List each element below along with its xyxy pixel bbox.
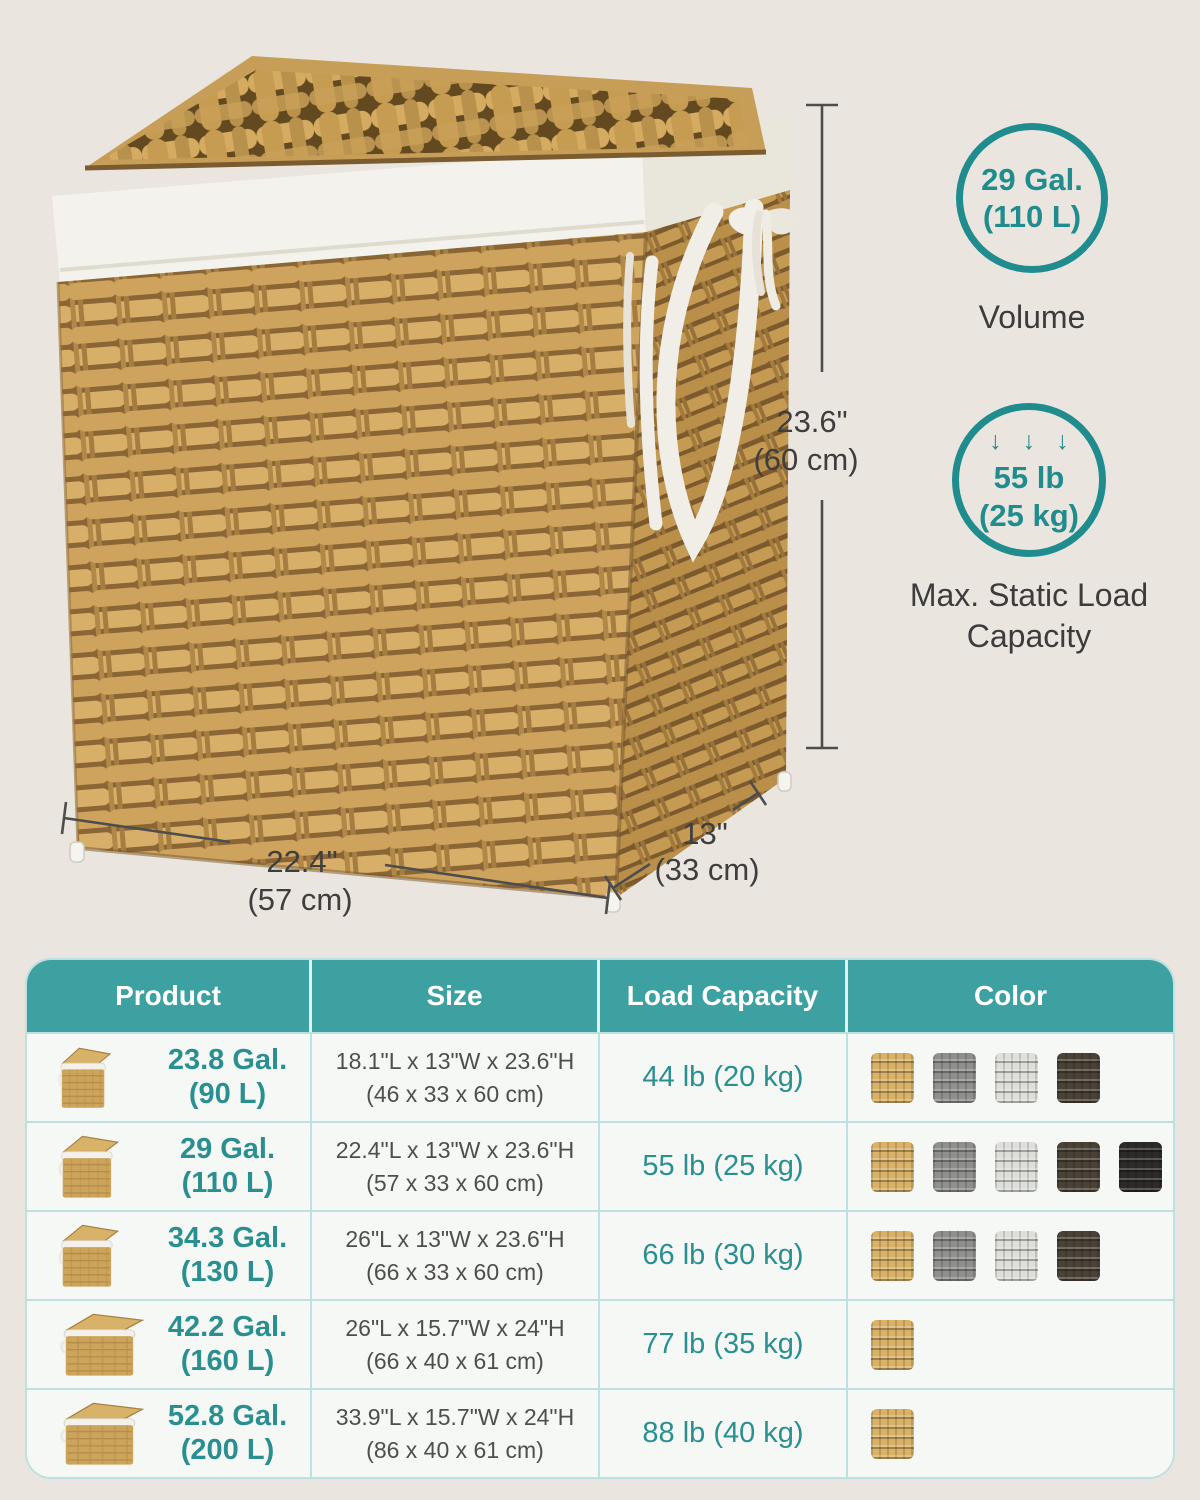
color-swatch-gray: [933, 1053, 976, 1103]
color-cell: [848, 1212, 1173, 1299]
color-swatch-white: [995, 1142, 1038, 1192]
volume-value-line1: 29 Gal.: [981, 161, 1083, 197]
table-row: [27, 1210, 1173, 1299]
color-swatch-gray: [933, 1142, 976, 1192]
product-liters: (130 L): [180, 1255, 275, 1288]
color-swatch-black: [1119, 1142, 1162, 1192]
product-thumbnail-image: [55, 1223, 121, 1289]
volume-value-line2: (110 L): [982, 199, 1082, 234]
size-cell: [312, 1034, 600, 1121]
volume-caption: Volume: [978, 299, 1086, 335]
load-capacity-cell: [600, 1390, 848, 1477]
size-inches: 26"L x 13"W x 23.6"H: [345, 1225, 565, 1252]
color-cell: [848, 1301, 1173, 1388]
load-capacity-value: 66 lb (30 kg): [642, 1239, 804, 1271]
color-swatch-natural: [871, 1231, 914, 1281]
product-name: [145, 1222, 310, 1289]
load-capacity-value: 55 lb (25 kg): [642, 1150, 804, 1182]
color-swatch-gray: [933, 1231, 976, 1281]
load-capacity-cell: [600, 1034, 848, 1121]
product-liters: (110 L): [181, 1166, 274, 1199]
size-inches: 18.1"L x 13"W x 23.6"H: [335, 1047, 575, 1074]
size-cm: (66 x 33 x 60 cm): [366, 1258, 544, 1285]
height-value-in: 23.6": [776, 404, 848, 439]
product-thumbnail-image: [55, 1312, 147, 1378]
product-thumbnail-image: [55, 1134, 121, 1200]
table-row: [27, 1121, 1173, 1210]
spec-table: [25, 958, 1175, 1479]
header-size: Size: [312, 960, 600, 1032]
header-color: Color: [973, 980, 1048, 1011]
product-gallons: 34.3 Gal.: [167, 1221, 288, 1254]
load-capacity-value: 77 lb (35 kg): [642, 1328, 804, 1360]
color-cell: [848, 1123, 1173, 1210]
product-name: [145, 1311, 310, 1378]
product-name: [145, 1044, 310, 1111]
color-swatch-brown: [1057, 1053, 1100, 1103]
product-cell: [27, 1212, 312, 1299]
color-swatch-white: [995, 1231, 1038, 1281]
color-swatch-brown: [1057, 1142, 1100, 1192]
color-swatch-natural: [871, 1409, 914, 1459]
product-cell: [27, 1301, 312, 1388]
color-cell: [848, 1034, 1173, 1121]
size-inches: 26"L x 15.7"W x 24"H: [345, 1314, 565, 1341]
product-gallons: 52.8 Gal.: [167, 1399, 288, 1432]
header-product: Product: [27, 960, 312, 1032]
product-cell: [27, 1123, 312, 1210]
load-capacity-cell: [600, 1212, 848, 1299]
size-cell: [312, 1301, 600, 1388]
product-name: [145, 1133, 310, 1200]
spec-table-header: [27, 960, 1173, 1032]
table-row: [27, 1388, 1173, 1477]
size-cell: [312, 1123, 600, 1210]
product-gallons: 23.8 Gal.: [167, 1043, 288, 1076]
load-capacity-value: 44 lb (20 kg): [642, 1061, 804, 1093]
load-value-line1: 55 lb: [993, 460, 1065, 496]
volume-badge: [956, 123, 1108, 273]
size-cm: (46 x 33 x 60 cm): [366, 1080, 544, 1107]
load-badge: [952, 403, 1106, 557]
size-cm: (86 x 40 x 61 cm): [366, 1436, 544, 1463]
load-capacity-value: 88 lb (40 kg): [642, 1417, 804, 1449]
product-liters: (160 L): [180, 1344, 275, 1377]
size-cm: (57 x 33 x 60 cm): [366, 1169, 544, 1196]
table-row: [27, 1032, 1173, 1121]
color-swatch-natural: [871, 1053, 914, 1103]
product-cell: [27, 1034, 312, 1121]
product-gallons: 42.2 Gal.: [167, 1310, 288, 1343]
load-capacity-cell: [600, 1301, 848, 1388]
size-cell: [312, 1212, 600, 1299]
size-inches: 22.4"L x 13"W x 23.6"H: [335, 1136, 575, 1163]
color-cell: [848, 1390, 1173, 1477]
down-arrows-icon: ↓ ↓ ↓: [989, 427, 1076, 456]
size-cell: [312, 1390, 600, 1477]
height-value-cm: (60 cm): [753, 442, 859, 477]
color-swatch-natural: [871, 1320, 914, 1370]
size-inches: 33.9"L x 15.7"W x 24"H: [335, 1403, 575, 1430]
product-name: [145, 1400, 310, 1467]
color-swatch-white: [995, 1053, 1038, 1103]
depth-value-in: 13": [682, 816, 728, 851]
spec-table-body: [27, 1032, 1173, 1477]
load-value-line2: (25 kg): [979, 497, 1079, 533]
header-load-capacity: Load Capacity: [600, 960, 848, 1032]
color-swatch-brown: [1057, 1231, 1100, 1281]
product-cell: [27, 1390, 312, 1477]
color-swatch-natural: [871, 1142, 914, 1192]
table-row: [27, 1299, 1173, 1388]
product-liters: (200 L): [180, 1433, 275, 1466]
load-caption: Max. Static Load Capacity: [909, 577, 1149, 654]
load-capacity-cell: [600, 1123, 848, 1210]
product-thumbnail-image: [55, 1046, 113, 1110]
product-liters: (90 L): [188, 1077, 267, 1110]
width-value-cm: (57 cm): [247, 882, 353, 917]
depth-value-cm: (33 cm): [654, 852, 760, 887]
hamper-image: [52, 56, 799, 912]
product-thumbnail-image: [55, 1401, 147, 1467]
product-gallons: 29 Gal.: [179, 1132, 276, 1165]
width-value-in: 22.4": [266, 844, 338, 879]
size-cm: (66 x 40 x 61 cm): [366, 1347, 544, 1374]
